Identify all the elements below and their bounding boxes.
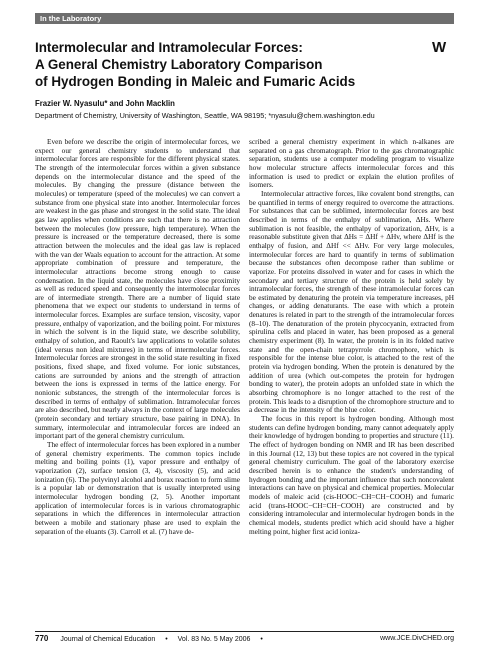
paragraph: Intermolecular attractive forces, like covalent bond strengths, can be quantified in terms of energy required to overcome the attractions. For substances that can be sublimed, intermolecular forces are best described in terms of the enthalpy of sublimation, ΔHs. Where sublimation is not feasible, the enthalpy of vaporization, ΔHv, is a reasonable substitute given that ΔHs = ΔHf + ΔHv, where ΔHf is the enthalpy of fusion, and ΔHf << ΔHv. For very large molecules, intermolecular forces are hard to quantify in terms of sublimation because the substances often decompose rather than sublime or vaporize. For proteins dissolved in water and for cases in which the secondary and tertiary structure of the protein is held solely by intramolecular forces, the strength of these intramolecular forces can be estimated by denaturing the protein via temperature increases, pH changes, or adding denaturants. The ease with which a protein denatures is related in part to the strength of the intramolecular forces (8–10). The denaturation of the protein phycocyanin, extracted from spirulina cells and placed in water, has been proposed as a general chemistry experiment (8). In water, the protein is in its folded native state and the open-chain tetrapyrrole chromophore, which is responsible for the intense blue color, is attached to the rest of the protein via hydrogen bonding. When the protein is denatured by the addition of urea (which out-competes the protein for hydrogen bonding to water), the protein adopts an unfolded state in which the absorbing chromophore is no longer attached to the rest of the protein. This leads to a disruption of the chromophore structure and to a decrease in the intensity of the blue color. bbox=[249, 188, 454, 415]
journal-url[interactable]: www.JCE.DivCHED.org bbox=[380, 635, 454, 642]
article-title bbox=[35, 39, 415, 90]
body-column-left bbox=[35, 138, 240, 626]
title-line-1: Intermolecular and Intramolecular Forces: bbox=[35, 40, 303, 55]
page-number: 770 bbox=[35, 634, 49, 643]
paragraph: The effect of intermolecular forces has been explored in a number of general chemistry experiments. The common topics include melting and boiling points (1), vapor pressure and enthalpy of vaporization (2), surface tension (3, 4), viscosity (5), and acid ionization (6). The polyvinyl alcohol and borax reaction to form slime is a popular lab or demonstration that is usually interpreted using intermolecular hydrogen bonding (2, 5). Another important application of intermolecular forces is in various chromatographic separations in which the differences in intermolecular attraction between a mobile and stationary phase are used to explain the separation of the eluants (3). Carroll et al. (7) have de- bbox=[35, 439, 240, 536]
page-footer bbox=[35, 634, 454, 645]
section-label: In the Laboratory bbox=[35, 13, 454, 24]
affiliation: Department of Chemistry, University of Washington, Seattle, WA 98195; *nyasulu@chem.washington.edu bbox=[35, 111, 375, 120]
footer-separator: • bbox=[260, 636, 263, 643]
paragraph: The focus in this report is hydrogen bonding. Although most students can define hydrogen bonding, many cannot adequately apply their knowledge of hydrogen bonding to properties and structure (11). The effect of hydrogen bonding on NMR and IR has been described in this Journal (12, 13) but these topics are not covered in the typical general chemistry curriculum. The goal of the laboratory exercise described herein is to enhance the student's understanding of hydrogen bonding and the important influence that such noncovalent interactions can have on physical and chemical properties. Molecular models of maleic acid (cis-HOOC−CH=CH−COOH) and fumaric acid (trans-HOOC−CH=CH−COOH) are constructed and by considering intramolecular and intermolecular hydrogen bonds in the chemical models, students predict which acid should have a higher melting point, higher first acid ioniza- bbox=[249, 414, 454, 536]
journal-name: Journal of Chemical Education bbox=[60, 636, 156, 643]
title-line-3: of Hydrogen Bonding in Maleic and Fumaric Acids bbox=[35, 74, 356, 89]
body-column-right bbox=[249, 138, 454, 626]
footer-separator: • bbox=[165, 636, 168, 643]
title-line-2: A General Chemistry Laboratory Comparison bbox=[35, 57, 323, 72]
footer-divider bbox=[35, 631, 454, 632]
volume-info: Vol. 83 No. 5 May 2006 bbox=[177, 636, 251, 643]
authors: Frazier W. Nyasulu* and John Macklin bbox=[35, 99, 175, 108]
paragraph: scribed a general chemistry experiment in which n-alkanes are separated on a gas chromatograph. Prior to the gas chromatographic separation, students use a computer modeling program to visualize how molecular structure affects intermolecular forces and this information is used to predict or explain the elution profiles of isomers. bbox=[249, 138, 454, 190]
web-supplement-icon: W bbox=[432, 39, 447, 56]
paragraph: Even before we describe the origin of intermolecular forces, we expect our general chemistry students to understand that intermolecular forces are responsible for the different physical states. The strength of the intermolecular forces within a given substance depends on the intermolecular distance and the speed of the molecules. By changing the pressure (distance between the molecules) or temperature (speed of the molecules) we can convert a substance from one physical state into another. Intermolecular forces are weakest in the gas phase and strongest in the solid state. The ideal gas law applies when conditions are such that there is no attraction between the molecules (low pressure, high temperature). When the pressure is increased or the temperature decreased, there is some attraction between the molecules and the ideal gas law is replaced with the van der Waals equation to account for the attraction. At some appropriate combination of pressure and temperature, the intermolecular attractions become strong enough to cause condensation. In the liquid state, the molecules have close proximity as well as reduced speed and consequently the intermolecular forces are of intermediate strength. There are a number of liquid state phenomena that we expect our students to understand in terms of intermolecular forces. Examples are surface tension, viscosity, vapor pressure, enthalpy of vaporization, and the boiling point. For mixtures in which the solvent is in the liquid state, we describe solubility, enthalpy of solution, and Raoult's law applications to volatile solutes (ideal versus non ideal mixtures) in terms of intermolecular forces. Intermolecular forces are strongest in the solid state resulting in fixed positions, fixed shape, and fixed volume. For ionic substances, cations are surrounded by anions and the strength of attraction between the ions is expressed in terms of the lattice energy. For nonionic substances, the strength of the intermolecular forces is described in terms of enthalpy of sublimation. Intramolecular forces are also described, but nearly always in the context of large molecules (protein secondary and tertiary structure, base pairing in DNA). In summary, intermolecular and intramolecular forces are indeed an important part of the general chemistry curriculum. bbox=[35, 138, 240, 441]
